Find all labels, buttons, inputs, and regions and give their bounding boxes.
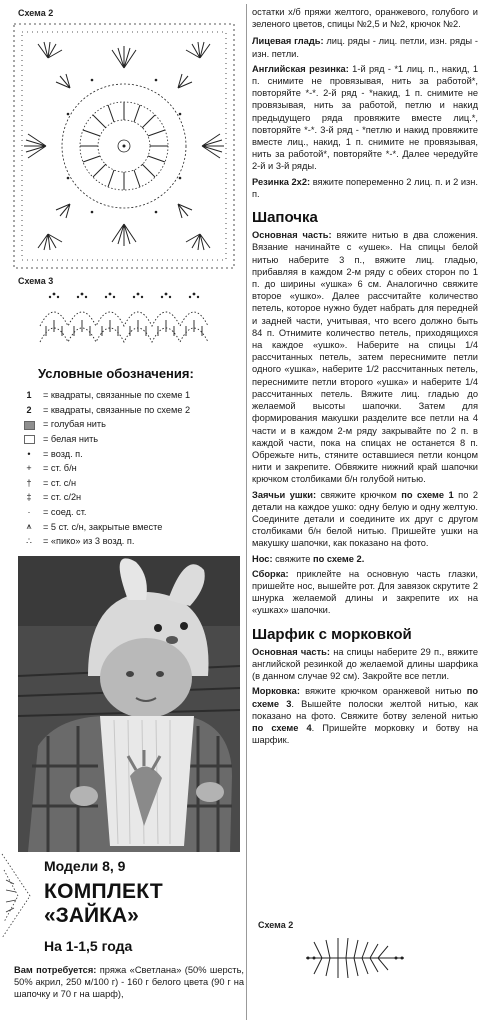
assembly-para: Сборка: приклейте на основную часть глазки, пришейте нос, вышейте рот. Для завязок скрутите 2 шнурка желаемой длины и закрепите их на «ушках» шапочки. [252, 568, 478, 616]
legend-symbol: ⩚ [26, 521, 32, 532]
legend-item [18, 417, 238, 432]
legend-item [18, 534, 238, 549]
legend-symbol: + [26, 463, 32, 474]
legend-item [18, 490, 238, 505]
age-label: На 1-1,5 года [44, 938, 133, 954]
nose-diagram [300, 928, 410, 988]
stockinette-para: Лицевая гладь: лиц. ряды - лиц. петли, изн. ряды - изн. петли. [252, 36, 479, 59]
rib-2x2-para: Резинка 2х2: вяжите попеременно 2 лиц. п. и 2 изн. п. [252, 176, 478, 199]
legend-text: = белая нить [43, 434, 99, 445]
color-swatch [24, 421, 35, 430]
legend-text: = ст. с/2н [43, 492, 82, 503]
crochet-square-diagram [8, 18, 240, 274]
carrot-para: Морковка: вяжите крючком оранжевой нитью по схеме 3. Вышейте полоски желтой нитью, как показано на фото. Свяжите ботву зеленой нитью по схеме 4. Пришейте морковку и ботву на шарфик. [252, 686, 478, 746]
legend-symbol: 2 [26, 404, 32, 415]
hat-eye-left [154, 624, 162, 632]
baby-face [100, 638, 192, 718]
crochet-edging-diagram [36, 286, 224, 350]
legend-text: = ст. б/н [43, 463, 77, 474]
scheme2-nose-label: Схема 2 [258, 920, 294, 930]
legend-symbol: • [27, 448, 31, 459]
legend-title: Условные обозначения: [38, 366, 194, 381]
materials-text: Вам потребуется: пряжа «Светлана» (50% шерсть, 50% акрил, 250 м/100 г) - 160 г белого цвета (90 г на шапочку и 70 г на шарф), [14, 965, 244, 1000]
legend-item [18, 519, 238, 534]
legend-symbol: ‡ [26, 492, 32, 503]
scarf-main-para: Основная часть: на спицы наберите 29 п., вяжите английской резинкой до желаемой длины шарфика (в данном случае 92 см). Закройте все петли. [252, 646, 479, 682]
legend-swatch [18, 434, 40, 444]
hat-eye-right [180, 622, 188, 630]
legend-text: = квадраты, связанные по схеме 1 [43, 390, 191, 401]
model-label: Модели 8, 9 [44, 858, 126, 874]
legend-symbol: † [26, 477, 32, 488]
legend-text: = 5 ст. с/н, закрытые вместе [43, 521, 163, 532]
hat-main-para: Основная часть: вяжите нитью в два сложения. Вязание начинайте с «ушек». На спицы белой нитью наберите 3 п., вяжите лиц. гладью, прибавляя в каждом 2-м ряду с обеих сторон по 1 п. до ширины «ушка» 6 см. Аналогично свяжите второе «ушко». Далее рассчитайте количество петель, которое нужно будет набрать для передней и задней части, учитывая, что всего должно быть 84 п. Отнимите количество петель, приходящихся на каждое «ушко». Наберите на спицы 1/4 рассчитанных петель, затем переснимите петли одного «ушка», наберите 1/2 рассчитанных петель, переснимите петли второго «ушка» и наберите 1/4 рассчитанных петель. Вяжите лиц. гладью до желаемой высоты шапочки. Затем для формирования макушки разделите все петли на 4 части и в каждом 2-м ряду закрывайте по 2 п. в каждой части, пока на спицах не останется 8 п. Обрежьте нить, стяните оставшиеся петли концом нити и закрепите. Обвяжите нижний край шапочки крючком столбиками б/н голубой нитью. [252, 230, 478, 485]
legend-symbol: ∴ [26, 535, 32, 546]
legend-text: = «пико» из 3 возд. п. [43, 536, 135, 547]
ears-para: Заячьи ушки: свяжите крючком по схеме 1 по 2 детали на каждое ушко: одну белую и одну желтую. Соедините детали и соедините их друг с другом столбиками б/н белой нитью. Пришейте ушки на макушку шапочки, как показано на фото. [252, 489, 478, 549]
baby-photo [18, 556, 240, 852]
legend-text: = возд. п. [43, 448, 83, 459]
corner-diagram [0, 850, 40, 942]
title-line1: КОМПЛЕКТ [44, 880, 164, 903]
legend-text: = голубая нить [43, 419, 106, 430]
legend-item [18, 403, 238, 418]
scheme2-label: Схема 2 [18, 8, 54, 18]
legend-symbol: · [27, 507, 31, 518]
legend-item [18, 461, 238, 476]
intro-text: остатки х/б пряжи желтого, оранжевого, голубого и зеленого цветов, спицы №2,5 и №2, крючок №2. [252, 7, 478, 30]
scarf-heading: Шарфик с морковкой [252, 625, 412, 643]
legend-item [18, 476, 238, 491]
hat-heading: Шапочка [252, 209, 318, 227]
legend-text: = соед. ст. [43, 507, 87, 518]
nose-para: Нос: свяжите по схеме 2. [252, 553, 365, 564]
color-swatch [24, 435, 35, 444]
legend-item [18, 446, 238, 461]
legend-text: = квадраты, связанные по схеме 2 [43, 404, 191, 415]
legend-text: = ст. с/н [43, 477, 77, 488]
scheme3-label: Схема 3 [18, 276, 54, 286]
legend-swatch [18, 419, 40, 429]
legend-item [18, 432, 238, 447]
legend-symbol: 1 [26, 390, 32, 401]
right-column [252, 6, 478, 749]
legend-item [18, 505, 238, 520]
legend-item [18, 388, 238, 403]
title-line2: «ЗАЙКА» [44, 904, 139, 927]
legend-list [18, 388, 238, 549]
english-rib-para: Английская резинка: 1-й ряд - *1 лиц. п., накид, 1 п. снимите не провязывая, нить за работой*, повторяйте *-*. 2-й ряд - *накид, 1 п. снимите не провязывая, нить за работой, петлю и накид предыдущего ряда провяжите вместе лиц.*, повторяйте *-*. 3-й ряд - *петлю и накид провяжите вместе лиц., накид, 1 п. снимите не провязывая, нить за работой*, повторяйте *-*. Далее чередуйте 2-й и 3-й ряды. [252, 63, 478, 172]
